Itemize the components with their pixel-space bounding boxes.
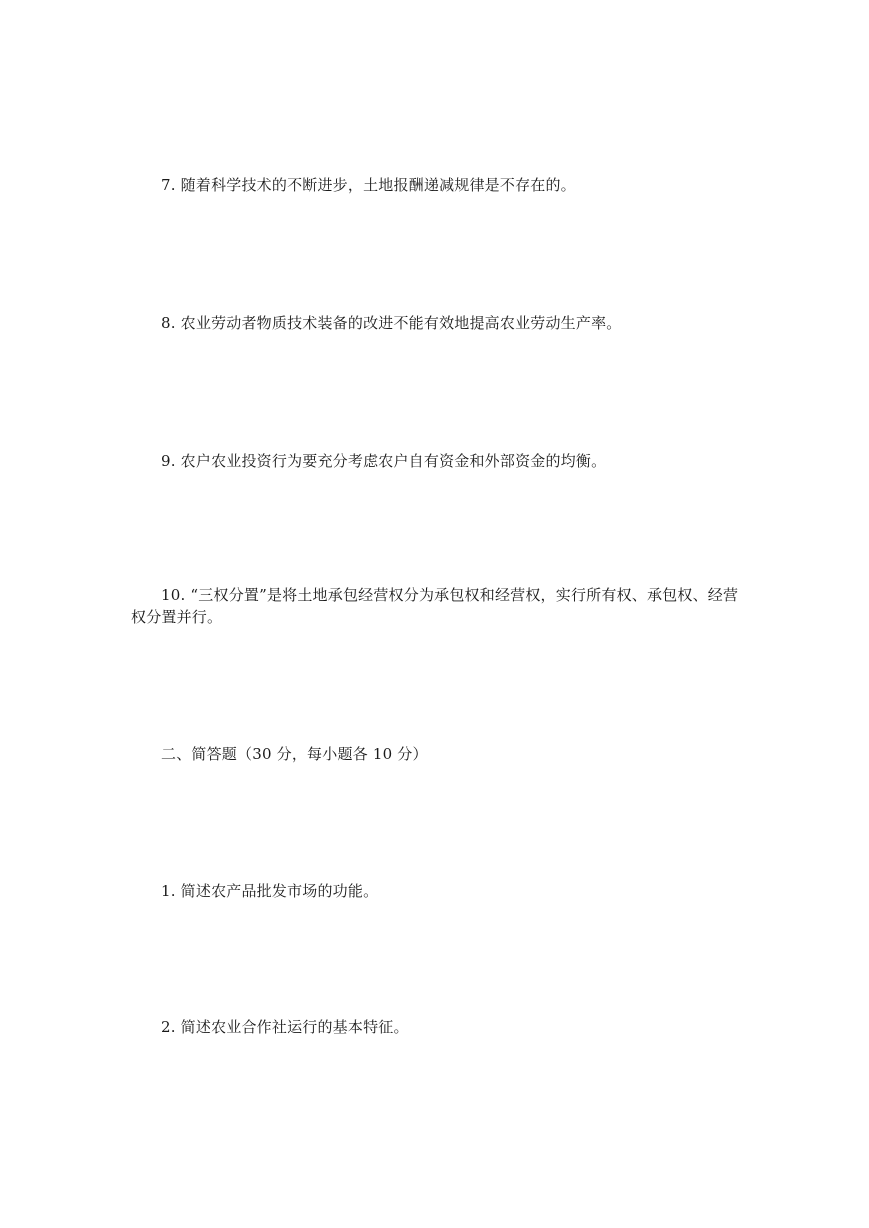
question-9: 9. 农户农业投资行为要充分考虑农户自有资金和外部资金的均衡。: [161, 452, 607, 470]
question-10: 10. “三权分置”是将土地承包经营权分为承包权和经营权，实行所有权、承包权、经营权分置并行。: [131, 586, 739, 626]
short-answer-question-2: 2. 简述农业合作社运行的基本特征。: [161, 1018, 409, 1036]
section-heading-short-answer: 二、简答题（30 分，每小题各 10 分）: [161, 745, 428, 763]
question-7: 7. 随着科学技术的不断进步，土地报酬递减规律是不存在的。: [161, 176, 576, 194]
short-answer-question-1: 1. 简述农产品批发市场的功能。: [161, 882, 379, 900]
question-8: 8. 农业劳动者物质技术装备的改进不能有效地提高农业劳动生产率。: [161, 314, 622, 332]
